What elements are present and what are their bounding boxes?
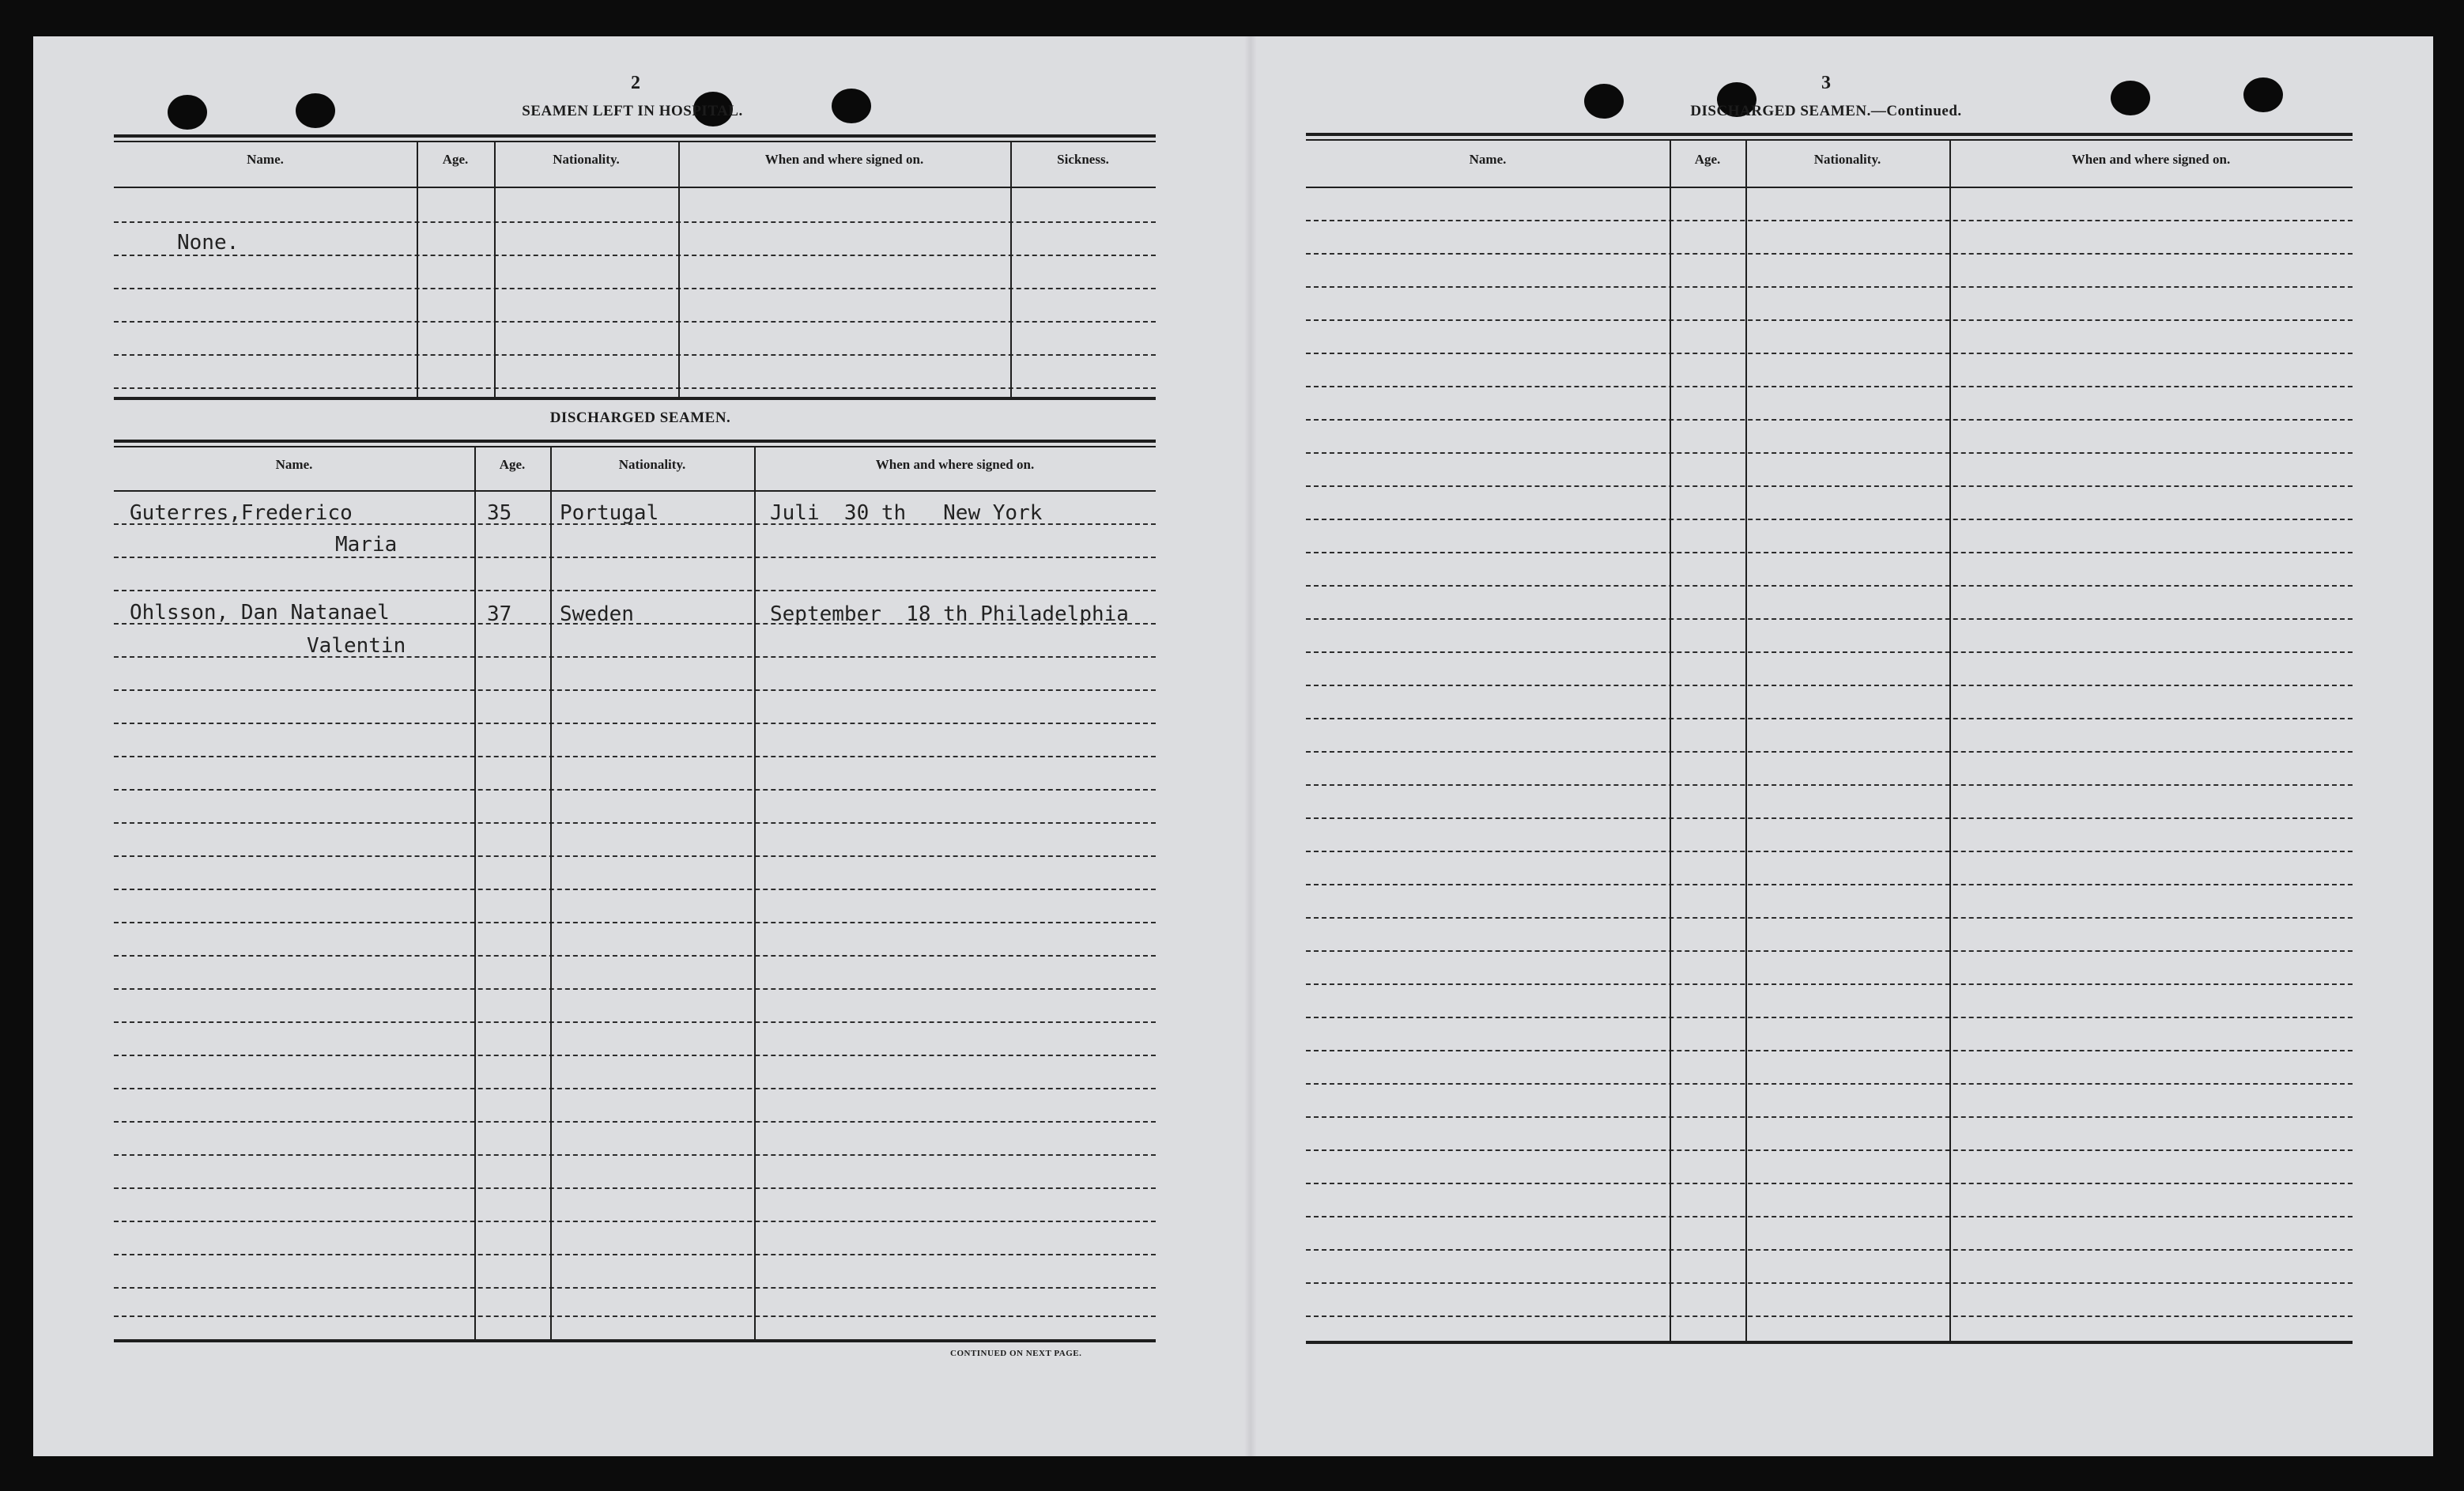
continued-header-name: Name. [1469, 152, 1507, 167]
hospital-section-title: SEAMEN LEFT IN HOSPITAL. [522, 103, 743, 119]
continued-footer: CONTINUED ON NEXT PAGE. [950, 1349, 1082, 1358]
seaman-2-signed-on: September 18 th Philadelphia [770, 602, 1129, 626]
seaman-2-nationality: Sweden [560, 602, 634, 626]
punch-hole [2111, 81, 2150, 115]
page-number-left: 2 [631, 73, 640, 93]
page-number-right: 3 [1821, 73, 1831, 93]
continued-header-nationality: Nationality. [1813, 152, 1881, 167]
hospital-header-age: Age. [442, 152, 469, 167]
hospital-header-sickness: Sickness. [1057, 152, 1109, 167]
seaman-2-name-line2: Valentin [307, 634, 406, 658]
discharged-header-nationality: Nationality. [618, 457, 686, 472]
continued-header-signed-on: When and where signed on. [2071, 152, 2231, 167]
hospital-entry-none: None. [177, 231, 240, 255]
seaman-2-name-line1: Ohlsson, Dan Natanael [130, 601, 390, 625]
discharged-continued-title: DISCHARGED SEAMEN.—Continued. [1690, 103, 1962, 119]
hospital-header-nationality: Nationality. [553, 152, 620, 167]
page-fold [1244, 36, 1257, 1456]
discharged-table [114, 440, 1156, 1341]
hospital-table [114, 134, 1156, 403]
seaman-2-age: 37 [487, 602, 512, 626]
seaman-1-nationality: Portugal [560, 501, 659, 525]
punch-hole [2243, 77, 2283, 112]
continued-header-age: Age. [1694, 152, 1721, 167]
hospital-header-name: Name. [247, 152, 284, 167]
seaman-1-age: 35 [487, 501, 512, 525]
punch-hole [296, 93, 335, 128]
discharged-continued-table [1306, 133, 2353, 1346]
seaman-1-signed-on: Juli 30 th New York [770, 501, 1043, 525]
seaman-1-name-line1: Guterres,Frederico [130, 501, 353, 525]
discharged-header-signed-on: When and where signed on. [875, 457, 1035, 472]
punch-hole [168, 95, 207, 130]
hospital-header-signed-on: When and where signed on. [764, 152, 924, 167]
discharged-header-age: Age. [499, 457, 526, 472]
seaman-1-name-line2: Maria [335, 533, 398, 557]
punch-hole [1584, 84, 1624, 119]
discharged-header-name: Name. [275, 457, 313, 472]
discharged-section-title: DISCHARGED SEAMEN. [549, 410, 731, 426]
